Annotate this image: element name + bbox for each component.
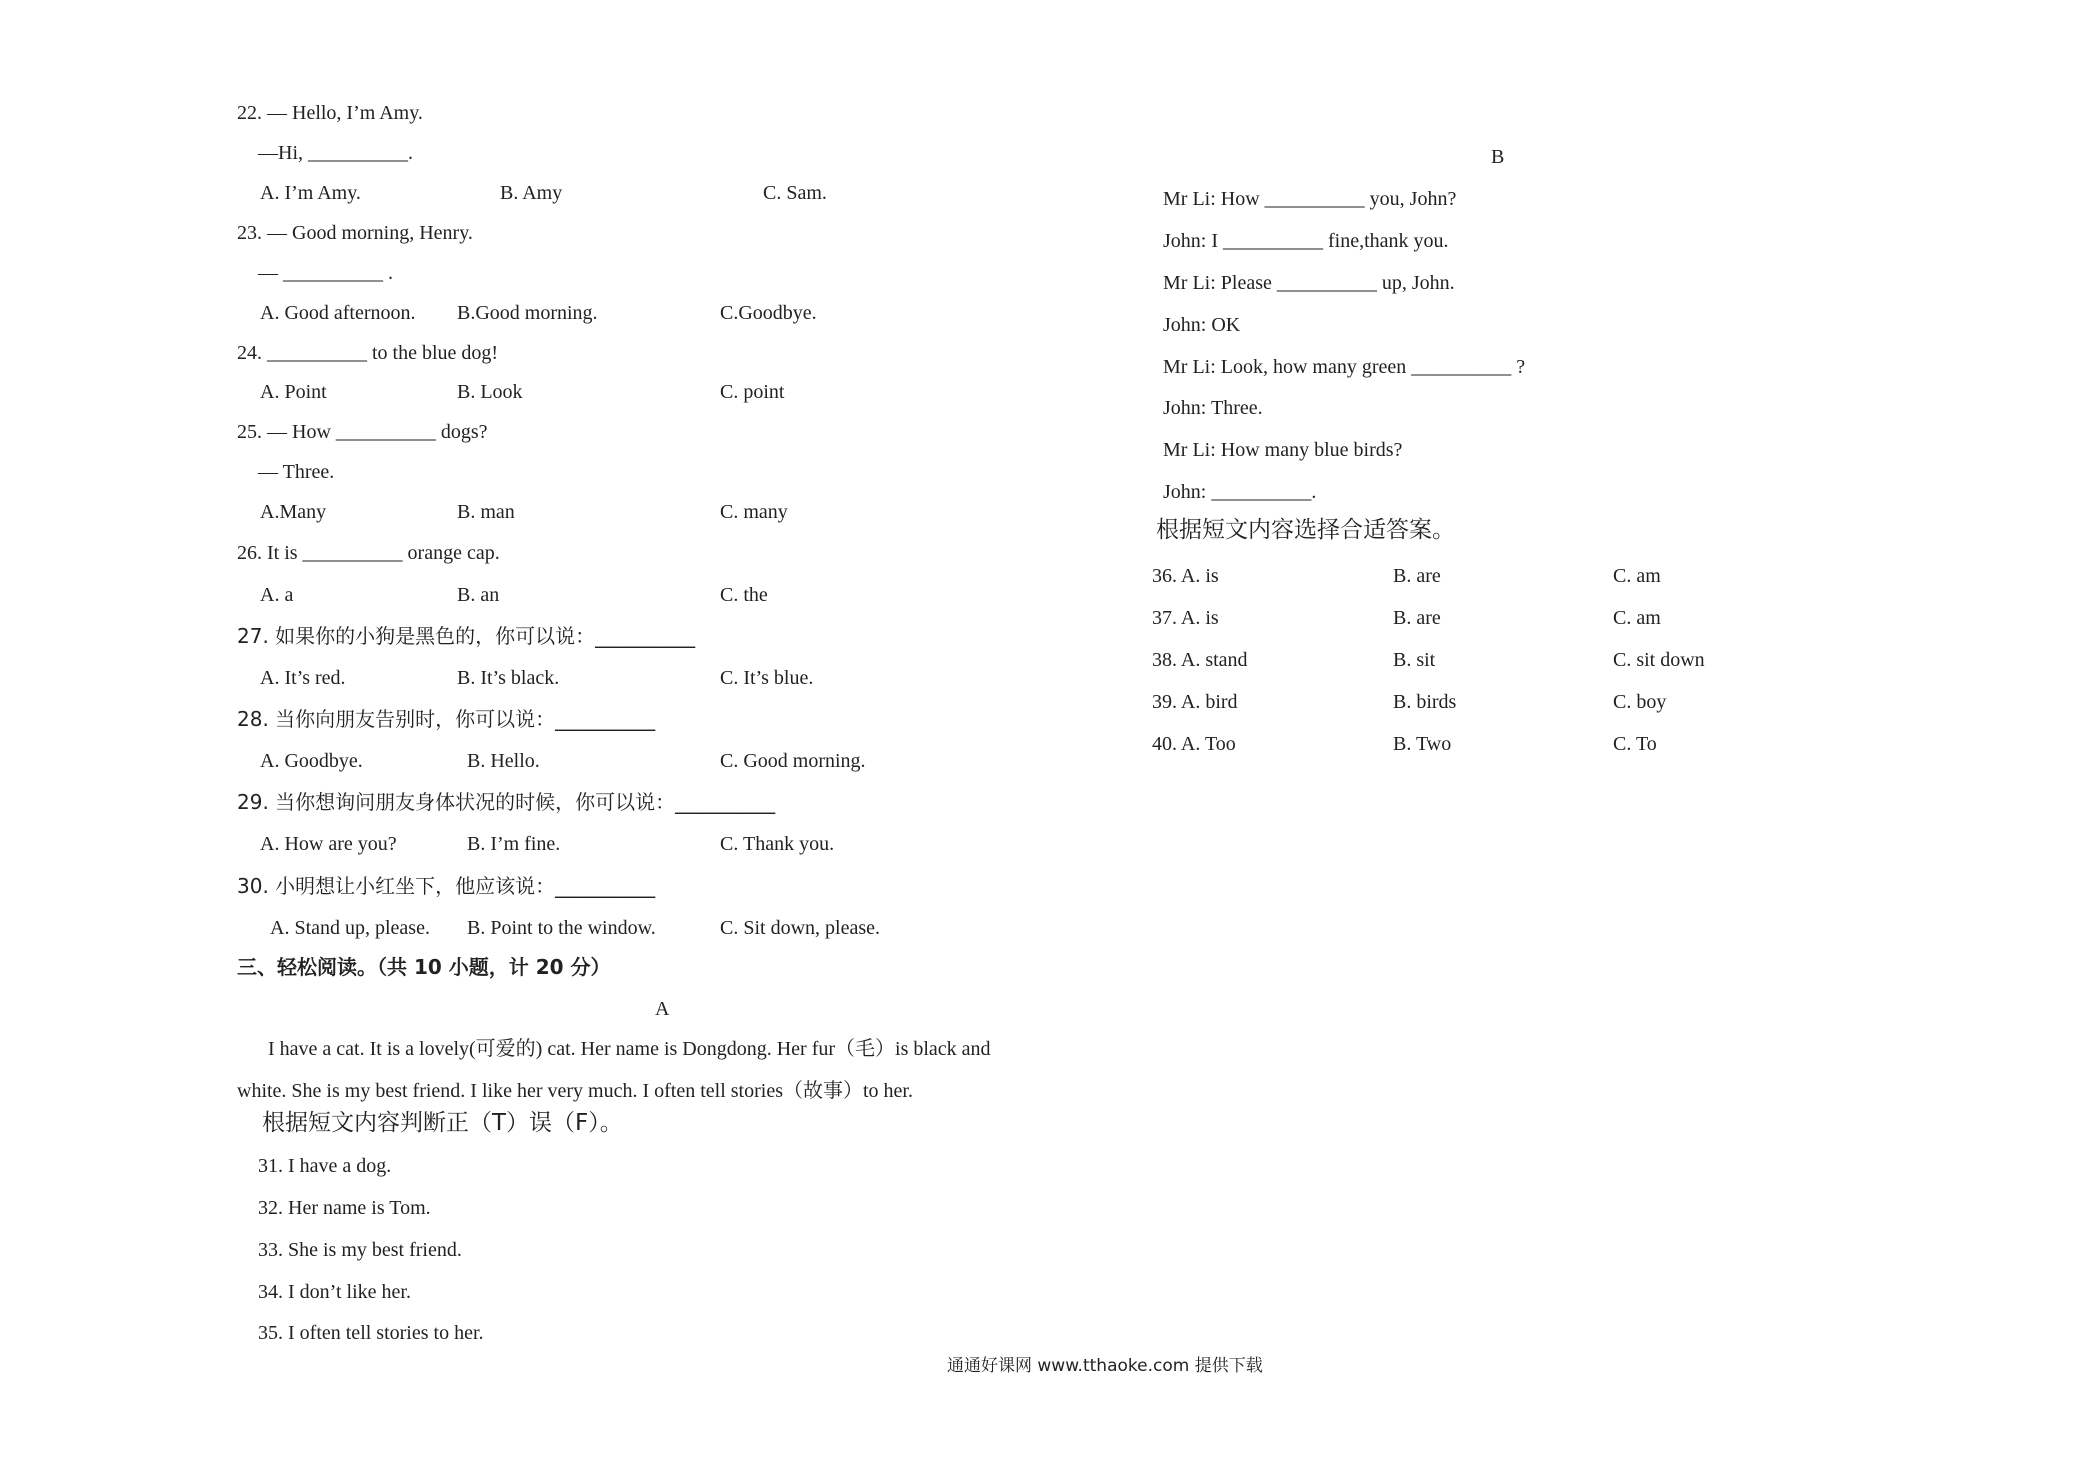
question-28-option-c: C. Good morning.	[720, 750, 866, 772]
choice-38-option-b: B. sit	[1393, 649, 1436, 671]
dialogue-line-7: Mr Li: How many blue birds?	[1163, 439, 1403, 461]
question-22-line2: —Hi, __________.	[258, 142, 413, 164]
choice-38-option-a: 38. A. stand	[1152, 649, 1248, 671]
passage-a-label: A	[655, 998, 670, 1020]
choice-instruction: 根据短文内容选择合适答案。	[1156, 517, 1455, 543]
tf-item-33: 33. She is my best friend.	[258, 1239, 462, 1261]
question-29-option-c: C. Thank you.	[720, 833, 835, 855]
passage-b-label: B	[1491, 146, 1505, 168]
question-25-option-b: B. man	[457, 501, 515, 523]
question-25-option-c: C. many	[720, 501, 788, 523]
question-22-stem: 22. — Hello, I’m Amy.	[237, 102, 423, 124]
question-28-option-a: A. Goodbye.	[260, 750, 363, 772]
choice-36-option-b: B. are	[1393, 565, 1441, 587]
choice-39-option-b: B. birds	[1393, 691, 1457, 713]
tf-item-35: 35. I often tell stories to her.	[258, 1322, 484, 1344]
question-23-stem: 23. — Good morning, Henry.	[237, 222, 473, 244]
choice-37-option-a: 37. A. is	[1152, 607, 1219, 629]
question-25-option-a: A.Many	[260, 501, 327, 523]
question-23-option-a: A. Good afternoon.	[260, 302, 416, 324]
question-23-option-c: C.Goodbye.	[720, 302, 817, 324]
question-30-stem: 30. 小明想让小红坐下，他应该说：__________	[237, 874, 656, 898]
question-23-option-b: B.Good morning.	[457, 302, 598, 324]
question-22-option-b: B. Amy	[500, 182, 563, 204]
passage-a-line-2: white. She is my best friend. I like her very much. I often tell stories（故事）to her.	[237, 1080, 913, 1102]
tf-item-32: 32. Her name is Tom.	[258, 1197, 431, 1219]
choice-38-option-c: C. sit down	[1613, 649, 1705, 671]
choice-36-option-c: C. am	[1613, 565, 1661, 587]
dialogue-line-3: Mr Li: Please __________ up, John.	[1163, 272, 1455, 294]
section-3-title: 三、轻松阅读。（共 10 小题，计 20 分）	[237, 955, 611, 979]
question-30-option-a: A. Stand up, please.	[270, 917, 430, 939]
question-23-line2: — __________ .	[258, 262, 393, 284]
tf-item-31: 31. I have a dog.	[258, 1155, 392, 1177]
dialogue-line-5: Mr Li: Look, how many green __________ ?	[1163, 356, 1526, 378]
dialogue-line-4: John: OK	[1163, 314, 1241, 336]
question-26-option-a: A. a	[260, 584, 294, 606]
dialogue-line-1: Mr Li: How __________ you, John?	[1163, 188, 1457, 210]
question-24-option-c: C. point	[720, 381, 785, 403]
question-30-option-c: C. Sit down, please.	[720, 917, 880, 939]
tf-item-34: 34. I don’t like her.	[258, 1281, 411, 1303]
question-22-option-a: A. I’m Amy.	[260, 182, 361, 204]
question-26-option-c: C. the	[720, 584, 768, 606]
passage-a-line-1: I have a cat. It is a lovely(可爱的) cat. Her name is Dongdong. Her fur（毛）is black and	[268, 1038, 991, 1060]
choice-37-option-b: B. are	[1393, 607, 1441, 629]
question-28-option-b: B. Hello.	[467, 750, 540, 772]
question-27-option-a: A. It’s red.	[260, 667, 346, 689]
question-24-stem: 24. __________ to the blue dog!	[237, 342, 499, 364]
choice-36-option-a: 36. A. is	[1152, 565, 1219, 587]
choice-39-option-a: 39. A. bird	[1152, 691, 1238, 713]
question-29-option-a: A. How are you?	[260, 833, 397, 855]
choice-40-option-b: B. Two	[1393, 733, 1452, 755]
question-26-stem: 26. It is __________ orange cap.	[237, 542, 500, 564]
dialogue-line-8: John: __________.	[1163, 481, 1317, 503]
choice-40-option-a: 40. A. Too	[1152, 733, 1236, 755]
question-24-option-a: A. Point	[260, 381, 327, 403]
question-29-option-b: B. I’m fine.	[467, 833, 561, 855]
choice-39-option-c: C. boy	[1613, 691, 1667, 713]
question-22-option-c: C. Sam.	[763, 182, 827, 204]
question-24-option-b: B. Look	[457, 381, 523, 403]
page-footer: 通通好课网 www.tthaoke.com 提供下载	[947, 1356, 1263, 1376]
question-29-stem: 29. 当你想询问朋友身体状况的时候，你可以说：__________	[237, 790, 776, 814]
question-25-stem: 25. — How __________ dogs?	[237, 421, 488, 443]
question-27-option-c: C. It’s blue.	[720, 667, 814, 689]
dialogue-line-6: John: Three.	[1163, 397, 1263, 419]
dialogue-line-2: John: I __________ fine,thank you.	[1163, 230, 1449, 252]
question-26-option-b: B. an	[457, 584, 500, 606]
question-27-option-b: B. It’s black.	[457, 667, 560, 689]
question-25-line2: — Three.	[258, 461, 335, 483]
question-28-stem: 28. 当你向朋友告别时，你可以说：__________	[237, 707, 656, 731]
true-false-instruction: 根据短文内容判断正（T）误（F）。	[262, 1110, 623, 1136]
choice-37-option-c: C. am	[1613, 607, 1661, 629]
choice-40-option-c: C. To	[1613, 733, 1657, 755]
question-30-option-b: B. Point to the window.	[467, 917, 656, 939]
question-27-stem: 27. 如果你的小狗是黑色的，你可以说：__________	[237, 624, 696, 648]
